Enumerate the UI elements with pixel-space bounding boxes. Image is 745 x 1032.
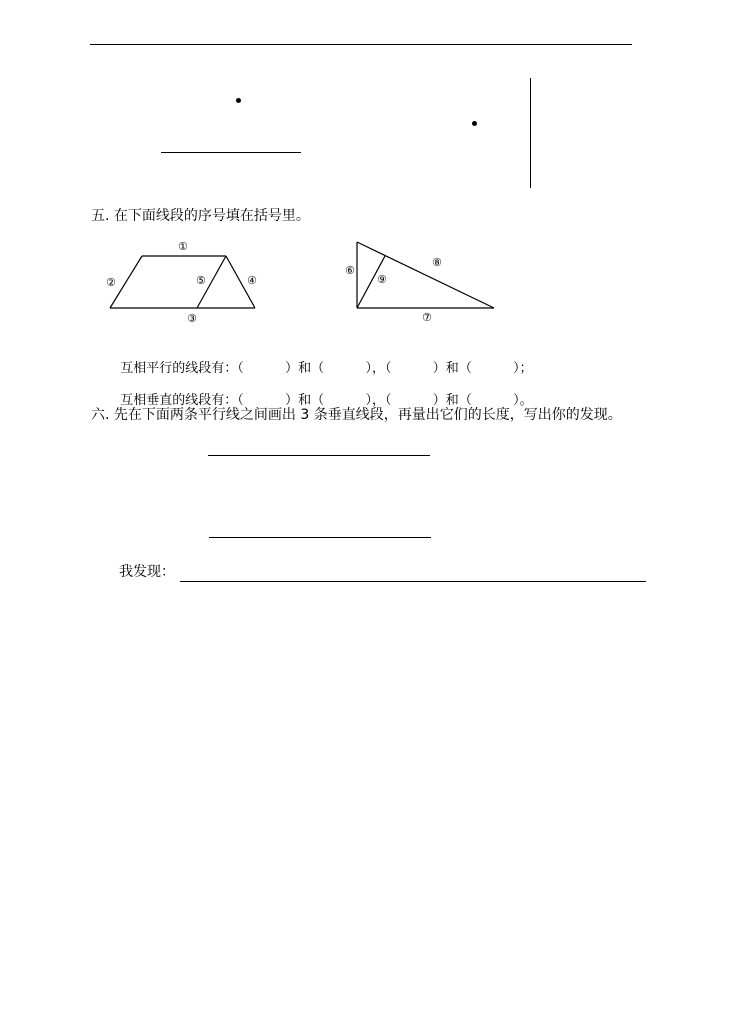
perp-prefix: 互相垂直的线段有：	[120, 393, 238, 408]
parallel-blank-4[interactable]: （ ）	[458, 361, 520, 376]
finding-answer-line[interactable]	[180, 581, 646, 582]
label-6: ⑥	[345, 264, 355, 277]
parallel-and-1: 和	[298, 361, 312, 376]
parallel-line-bottom	[209, 537, 431, 538]
perp-sep: ，	[371, 393, 385, 408]
parallel-and-2: 和	[445, 361, 459, 376]
trapezoid-figure	[110, 256, 255, 308]
perpendicular-row	[112, 374, 533, 410]
label-2: ②	[106, 276, 116, 289]
parallel-blank-3[interactable]: （ ）	[384, 361, 446, 376]
perp-and-2: 和	[445, 393, 459, 408]
parallel-blank-2[interactable]: （ ）	[311, 361, 372, 376]
point-dot-right	[472, 121, 477, 126]
label-8: ⑧	[432, 256, 442, 269]
segment-left	[161, 152, 301, 153]
perp-end: 。	[519, 393, 533, 408]
parallel-sep: ，	[371, 361, 385, 376]
perp-blank-1[interactable]: （ ）	[237, 393, 299, 408]
label-5: ⑤	[196, 274, 206, 287]
parallel-line-top	[208, 455, 430, 456]
perp-and-1: 和	[298, 393, 312, 408]
section6-heading: 六. 先在下面两条平行线之间画出 3 条垂直线段，再量出它们的长度，写出你的发现。	[91, 407, 622, 423]
parallel-end: ；	[519, 361, 533, 376]
perp-blank-2[interactable]: （ ）	[311, 393, 372, 408]
label-3: ③	[187, 312, 197, 325]
finding-label: 我发现：	[119, 564, 175, 580]
parallel-prefix: 互相平行的线段有：	[120, 361, 238, 376]
perp-blank-3[interactable]: （ ）	[384, 393, 446, 408]
section5-heading: 五. 在下面线段的序号填在括号里。	[91, 208, 310, 224]
label-9: ⑨	[377, 273, 387, 286]
label-4: ④	[247, 274, 257, 287]
parallel-blank-1[interactable]: （ ）	[237, 361, 299, 376]
top-rule	[90, 44, 632, 45]
label-7: ⑦	[422, 311, 432, 324]
parallel-row	[112, 342, 533, 378]
perp-blank-4[interactable]: （ ）	[458, 393, 520, 408]
label-1: ①	[178, 240, 188, 253]
vertical-line-right	[530, 78, 531, 188]
point-dot-left	[236, 98, 241, 103]
